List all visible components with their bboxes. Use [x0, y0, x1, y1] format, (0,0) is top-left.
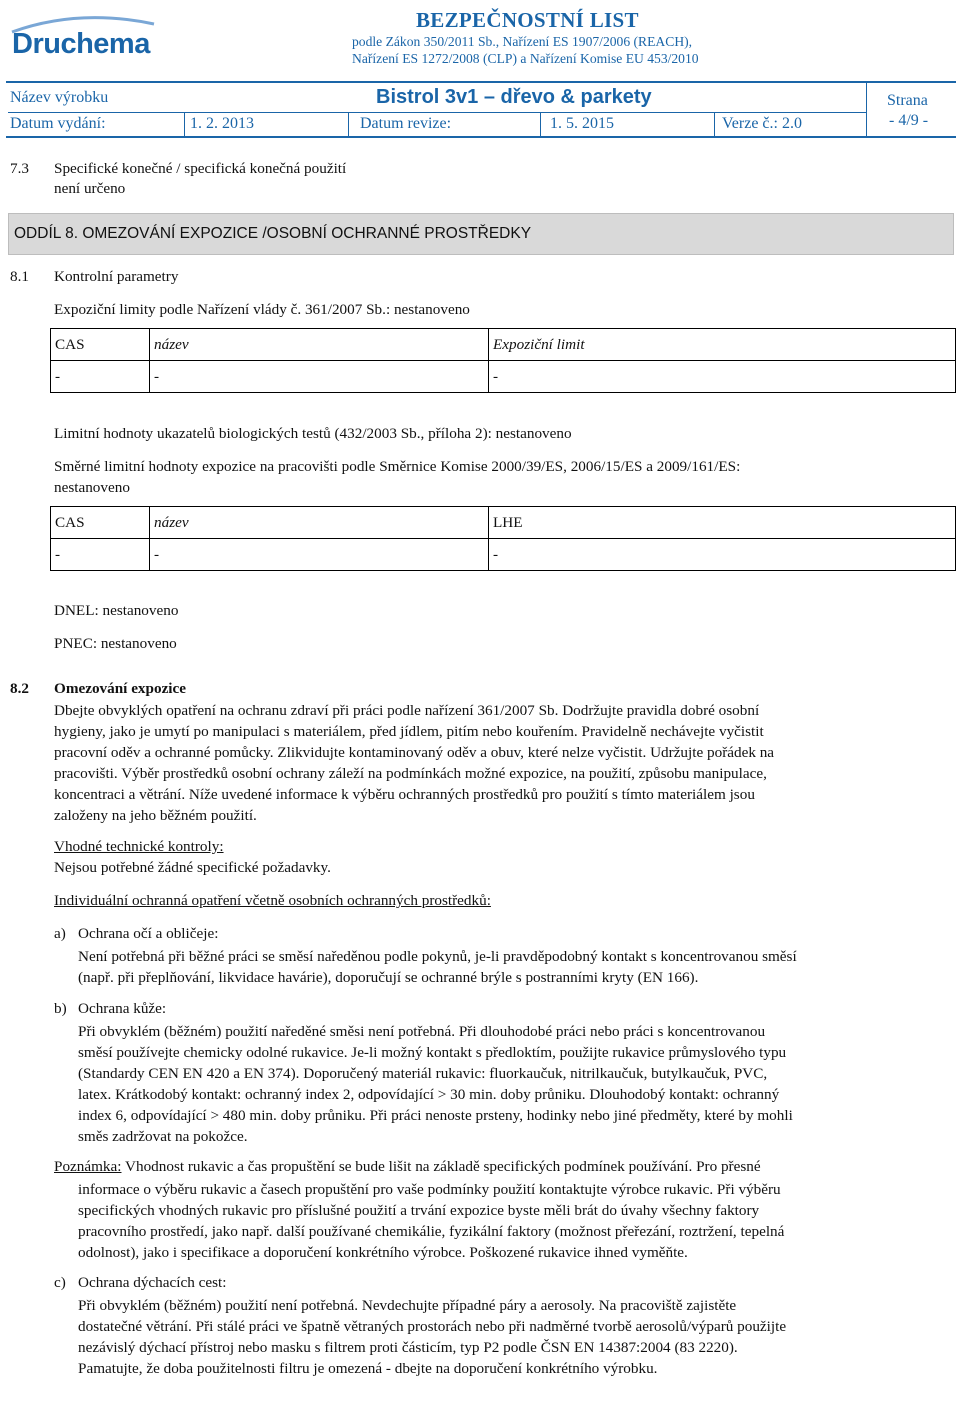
pnec-text: PNEC: nestanoveno — [54, 635, 177, 652]
version: Verze č.: 2.0 — [722, 115, 802, 132]
paragraph-line: index 6, odpovídající > 480 min. doby průniku. Při práci nenoste prsteny, hodinky nebo jiné předměty, které by mohli — [78, 1107, 793, 1124]
issue-date-label: Datum vydání: — [10, 115, 106, 132]
paragraph-line: (např. při přeplňování, likvidace havárie), doporučují se ochranné brýle s postranními kryty (EN 166). — [78, 969, 699, 986]
header-divider-bottom — [6, 136, 956, 138]
page-label: Strana — [887, 92, 928, 109]
paragraph-line: Není potřebná při běžné práci se směsí naředěnou podle pokynů, je-li pravděpodobný kontakt s koncentrovanou směsí — [78, 948, 797, 965]
paragraph-line: hygieny, jako je umytí po manipulaci s materiálem, před jídlem, pitím nebo kouřením. Pravidelně nechávejte vyčistit — [54, 723, 764, 740]
dnel-text: DNEL: nestanoveno — [54, 602, 179, 619]
issue-date: 1. 2. 2013 — [190, 115, 254, 132]
paragraph-line: informace o výběru rukavic a časech propuštění pro vaše podmínky použití kontaktujte výrobce rukavic. Při výběru — [78, 1181, 781, 1198]
eye-protection-title: Ochrana očí a obličeje: — [78, 925, 219, 942]
bio-limits-text: Limitní hodnoty ukazatelů biologických testů (432/2003 Sb., příloha 2): nestanoveno — [54, 425, 572, 442]
page-number: - 4/9 - — [889, 112, 929, 129]
table-header-row — [51, 329, 956, 361]
paragraph-line: Při obvyklém (běžném) použití naředěné směsi není potřebná. Při dlouhodobé práci nebo práci s koncentrovanou — [78, 1023, 766, 1040]
section-8-1-title: Kontrolní parametry — [54, 268, 179, 285]
table-cell: - — [150, 361, 489, 393]
regulation-line-1: podle Zákon 350/2011 Sb., Nařízení ES 1907/2006 (REACH), — [352, 34, 693, 49]
technical-controls-heading: Vhodné technické kontroly: — [54, 838, 224, 855]
note-label: Poznámka: — [54, 1158, 122, 1175]
section-8-1-number: 8.1 — [10, 268, 29, 285]
directive-text-line-1: Směrné limitní hodnoty expozice na pracovišti podle Směrnice Komise 2000/39/ES, 2006/15/ES a 2009/161/ES: — [54, 458, 741, 475]
table-cell: - — [489, 539, 956, 571]
paragraph-line: dostatečné větrání. Při stálé práci ve špatně větraných prostorách nebo při nadměrné tvorbě aerosolů/výparů použijte — [78, 1318, 787, 1335]
section-7-3-text: není určeno — [54, 180, 126, 197]
section-8-2-title: Omezování expozice — [54, 680, 187, 697]
col-header-name: název — [150, 329, 489, 361]
table-row — [51, 539, 956, 571]
paragraph-line: Pamatujte, že doba použitelnosti filtru je omezená - dbejte na doporučení konkrétního výrobku. — [78, 1360, 658, 1377]
lhe-table — [50, 506, 956, 571]
header-row-divider — [8, 112, 866, 113]
paragraph-line: latex. Krátkodobý kontakt: ochranný index 2, odpovídající > 30 min. doby průniku. Dlouhodobý kontakt: ochranný — [78, 1086, 780, 1103]
paragraph-line: Dbejte obvyklých opatření na ochranu zdraví při práci podle nařízení 361/2007 Sb. Dodržujte pravidla dobré osobní — [54, 702, 760, 719]
skin-protection-title: Ochrana kůže: — [78, 1000, 167, 1017]
document-title: BEZPEČNOSTNÍ LIST — [416, 8, 639, 32]
exposure-limits-text: Expoziční limity podle Nařízení vlády č. 361/2007 Sb.: nestanoveno — [54, 301, 470, 318]
paragraph-line: založeny na jeho běžném použití. — [54, 807, 257, 824]
col-header-cas: CAS — [51, 329, 150, 361]
directive-text-line-2: nestanoveno — [54, 479, 130, 496]
table-cell: - — [489, 361, 956, 393]
skin-protection-text — [78, 1021, 793, 1147]
product-label: Název výrobku — [10, 89, 109, 106]
exposure-control-paragraph — [54, 700, 774, 826]
respiratory-protection-title: Ochrana dýchacích cest: — [78, 1274, 227, 1291]
section-7-3-title: Specifické konečné / specifická konečná použití — [54, 160, 347, 177]
exposure-limit-table — [50, 328, 956, 393]
paragraph-line: odolnost), jako i specifikace a doporučení konkrétního výrobce. Poškozené rukavice ihned vyměňte. — [78, 1244, 688, 1261]
paragraph-line: pracovišti. Výběr prostředků osobní ochrany záleží na podmínkách možné expozice, na použití, způsobu manipulace, — [54, 765, 767, 782]
header-divider-top — [6, 81, 956, 83]
paragraph-line: směs zadržovat na pokožce. — [78, 1128, 248, 1145]
section-8-2-number: 8.2 — [10, 680, 29, 697]
header-page-divider — [866, 83, 867, 136]
ppe-heading: Individuální ochranná opatření včetně osobních ochranných prostředků: — [54, 892, 491, 909]
table-header-row — [51, 507, 956, 539]
paragraph-line: (Standardy CEN EN 420 a EN 374). Doporučený materiál rukavic: fluorkaučuk, nitrilkaučuk, butylkaučuk, PVC, — [78, 1065, 768, 1082]
item-b-label: b) — [54, 1000, 67, 1017]
table-cell: - — [150, 539, 489, 571]
technical-controls-text: Nejsou potřebné žádné specifické požadavky. — [54, 859, 331, 876]
product-name: Bistrol 3v1 – dřevo & parkety — [376, 86, 652, 108]
table-row — [51, 361, 956, 393]
paragraph-line: směsí používejte chemicky odolné rukavice. Je-li možný kontakt s předloktím, použijte rukavice průmyslového typu — [78, 1044, 787, 1061]
col-header-lhe: LHE — [489, 507, 956, 539]
regulation-line-2: Nařízení ES 1272/2008 (CLP) a Nařízení Komise EU 453/2010 — [352, 51, 699, 66]
respiratory-protection-text — [78, 1295, 786, 1379]
col-header-cas: CAS — [51, 507, 150, 539]
note-first-line: Poznámka: Vhodnost rukavic a čas propuštění se bude lišit na základě specifických podmínek používání. Pro přesné — [54, 1158, 761, 1175]
paragraph-line: pracovní oděv a ochranné pomůcky. Zlikvidujte kontaminovaný oděv a obuv, které nelze vyčistit. Udržujte pořádek na — [54, 744, 775, 761]
eye-protection-text — [78, 946, 797, 988]
revision-date-label: Datum revize: — [360, 115, 452, 132]
company-logo: Druchema — [12, 28, 150, 60]
revision-date: 1. 5. 2015 — [550, 115, 614, 132]
section-8-title: ODDÍL 8. OMEZOVÁNÍ EXPOZICE /OSOBNÍ OCHRANNÉ PROSTŘEDKY — [14, 225, 532, 242]
item-a-label: a) — [54, 925, 66, 942]
table-cell: - — [51, 361, 150, 393]
note-text — [78, 1179, 784, 1263]
paragraph-line: nezávislý dýchací přístroj nebo masku s filtrem proti částicím, typ P2 podle ČSN EN 14387:2004 (83 2220). — [78, 1339, 738, 1356]
paragraph-line: pracovního prostředí, jako např. další používané chemikálie, fyzikální faktory (možnost přeřezání, roztržení, tepelná — [78, 1223, 785, 1240]
table-cell: - — [51, 539, 150, 571]
col-header-name: název — [150, 507, 489, 539]
col-header-limit: Expoziční limit — [489, 329, 956, 361]
item-c-label: c) — [54, 1274, 66, 1291]
paragraph-line: koncentraci a větrání. Níže uvedené informace k výběru ochranných prostředků pro použití s tímto materiálem jsou — [54, 786, 755, 803]
section-7-3-number: 7.3 — [10, 160, 29, 177]
paragraph-line: Při obvyklém (běžném) použití není potřebná. Nevdechujte případné páry a aerosoly. Na pracoviště zajistěte — [78, 1297, 737, 1314]
paragraph-line: specifických vhodných rukavic pro příslušné použití a trvání expozice byste měli brát do úvahy všechny faktory — [78, 1202, 760, 1219]
